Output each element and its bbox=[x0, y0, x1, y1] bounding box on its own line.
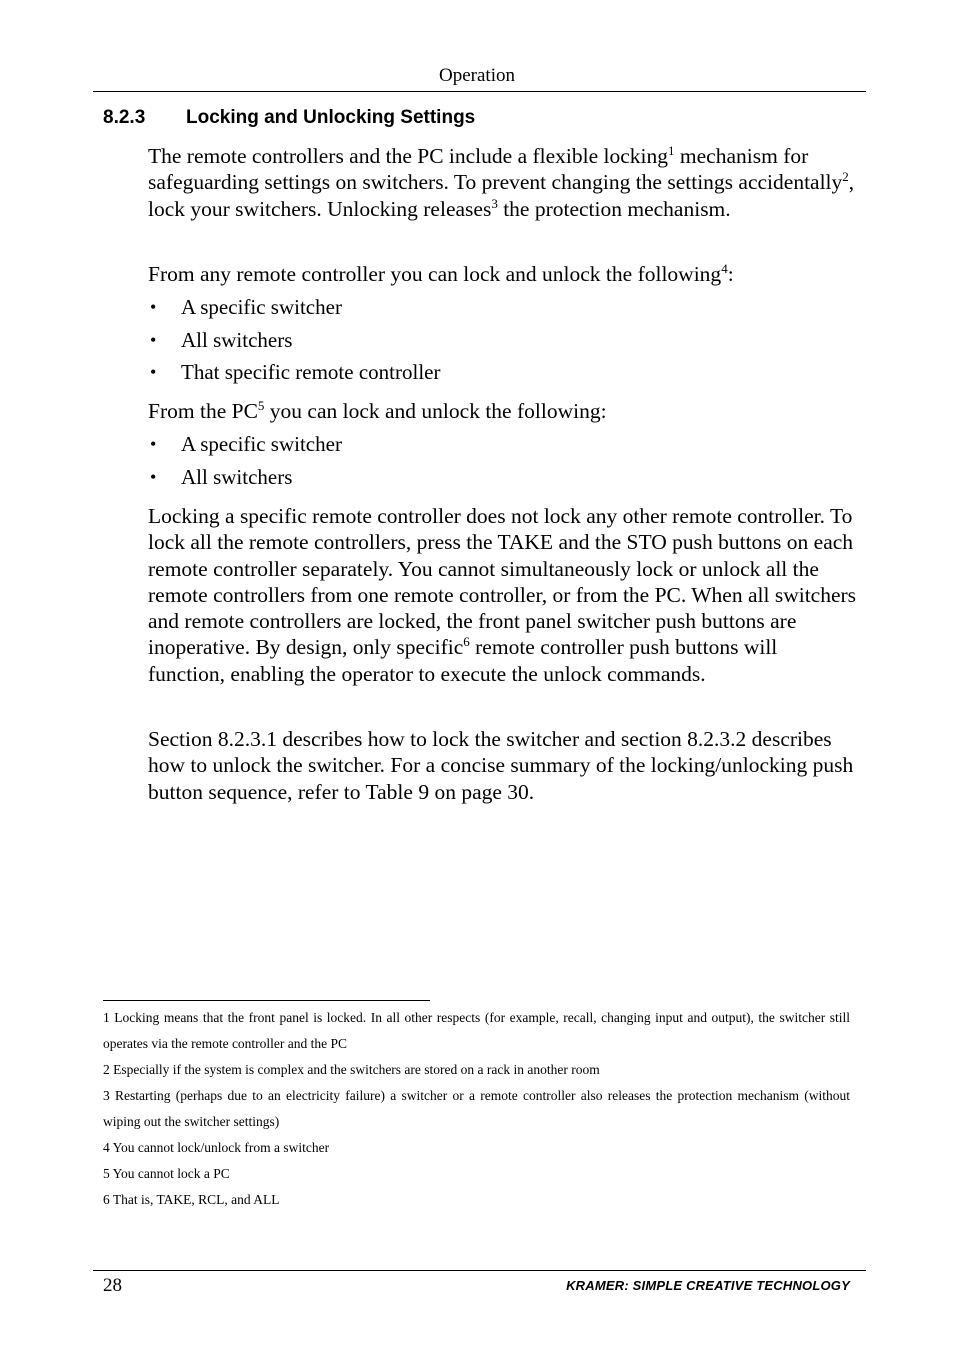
paragraph-remote-lock: From any remote controller you can lock and unlock the following$^4$: bbox=[148, 260, 734, 286]
footnotes bbox=[103, 1005, 850, 1213]
paragraph-pc-lock: From the $PC^5$ you can lock and unlock the following: bbox=[148, 397, 607, 423]
footer-brand: KRAMER: SIMPLE CREATIVE TECHNOLOGY bbox=[566, 1278, 850, 1293]
footnote: 3 Restarting (perhaps due to an electricity failure) a switcher or a remote controller also releases the protection mechanism (without wiping out the switcher settings) bbox=[103, 1088, 850, 1129]
footnote-ref-5[interactable]: 5 bbox=[257, 397, 265, 413]
footnote-ref-2[interactable]: 2 bbox=[842, 169, 849, 185]
bullet-icon: • bbox=[150, 362, 157, 382]
footnote-separator bbox=[103, 1000, 430, 1001]
list-item: • All switchers bbox=[148, 461, 848, 494]
section-number: 8.2.3 bbox=[103, 107, 146, 128]
remote-lock-list bbox=[148, 291, 848, 389]
page-number: 28 bbox=[103, 1275, 122, 1296]
paragraph-intro: The remote controllers and the PC include a flexible locking$^1$ mechanism for safeguarding settings on switchers. To prevent changing the settings accidentally$^2$, lock your switchers. Unlocking releases$^3$ the protection mechanism. bbox=[148, 142, 855, 221]
section-title: Locking and Unlocking Settings bbox=[186, 107, 476, 128]
footer-rule bbox=[93, 1270, 866, 1271]
bullet-icon: • bbox=[150, 329, 157, 350]
bullet-icon: • bbox=[150, 434, 157, 454]
list-item: • A specific switcher bbox=[148, 291, 848, 324]
pc-lock-list bbox=[148, 428, 848, 493]
footnote-ref-4[interactable]: 4 bbox=[721, 260, 728, 276]
footnote-ref-6[interactable]: 6 bbox=[463, 634, 470, 650]
footnote: 4 You cannot lock/unlock from a switcher bbox=[103, 1140, 330, 1155]
paragraph-locking-details: Locking a specific remote controller does not lock any other remote controller. To lock all the remote controllers, press the TAKE and the STO push buttons on each remote controller separately. You cannot simultaneously lock or unlock all the remote controllers from one remote controller, or from the PC. When all switchers and remote controllers are locked, the front panel switcher push buttons are inoperative. By design, only specific$^6$ remote controller push buttons will function, enabling the operator to execute the unlock commands. bbox=[148, 504, 857, 686]
footnote: 1 Locking means that the front panel is locked. In all other respects (for example, recall, changing input and output), the switcher still operates via the remote controller and the PC bbox=[103, 1010, 850, 1051]
list-item: • That specific remote controller bbox=[148, 356, 848, 389]
bullet-icon: • bbox=[150, 297, 157, 317]
footnote-ref-3[interactable]: 3 bbox=[491, 195, 498, 211]
bullet-icon: • bbox=[150, 466, 157, 487]
list-item: • A specific switcher bbox=[148, 428, 848, 461]
running-header: Operation bbox=[439, 65, 515, 86]
header-rule bbox=[93, 91, 866, 92]
footnote: 5 You cannot lock a PC bbox=[103, 1166, 230, 1181]
footnote: 2 Especially if the system is complex and the switchers are stored on a rack in another room bbox=[103, 1062, 600, 1077]
paragraph-section-refs: Section 8.2.3.1 describes how to lock the switcher and section 8.2.3.2 describes how to unlock the switcher. For a concise summary of the locking/unlocking push button sequence, refer to Table 9 on page 30. bbox=[148, 727, 854, 804]
list-item: • All switchers bbox=[148, 324, 848, 357]
footnote-ref-1[interactable]: 1 bbox=[668, 142, 675, 158]
footnote: 6 That is, TAKE, RCL, and ALL bbox=[103, 1192, 280, 1207]
